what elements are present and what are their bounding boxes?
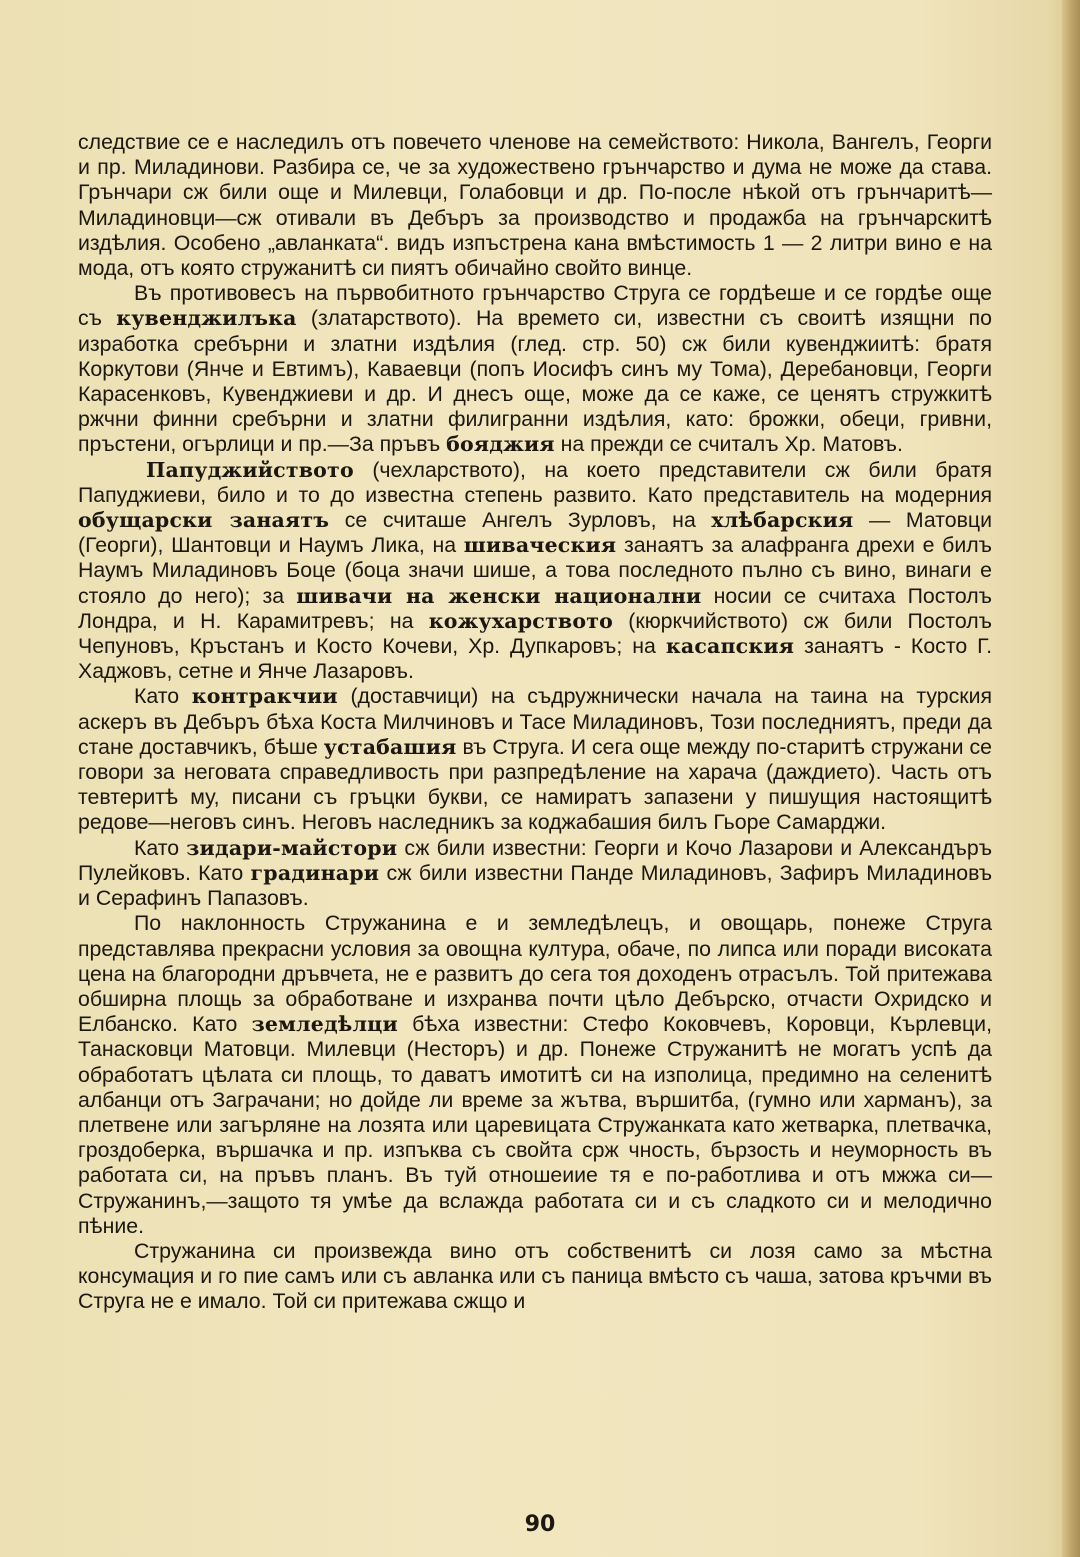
bold-term: шивачи на женски национални — [296, 583, 702, 608]
paragraph-2 — [78, 281, 992, 457]
text-run: Като — [134, 835, 187, 860]
text-run: въ Струга. И сега още между по-старитѣ стружани се говори за неговата справедливость при разпредѣление на харача (даждието). Часть отъ тевтеритѣ му, писани съ гръцки букви, се намиратъ запазени у пишущия настоящитѣ редове—неговъ синъ. Неговъ наследникъ за коджабашия билъ Гьоре Самарджи. — [78, 734, 993, 835]
text-run: Като — [134, 684, 192, 709]
bold-term: устабашия — [323, 734, 457, 759]
text-run: следствие се е наследилъ отъ повечето членове на семейството: Никола, Вангелъ, Георги и пр. Миладинови. Разбира се, че за художествено грънчарство и дума не може да става. Грънчари сж били още и Милевци, Голабовци и др. По-после нѣкой отъ грънчаритѣ—Миладиновци—сж отивали въ Дебъръ за производство и продажба на грънчарскитѣ издѣлия. Особено „авланката“. видъ изпъстрена кана вмѣстимость 1 — 2 литри вино е на мода, отъ която стружанитѣ си пиятъ обичайно свойто винце. — [78, 130, 992, 281]
text-run: се считаше Ангелъ Зурловъ, на — [329, 508, 712, 533]
bold-term: обущарски занаятъ — [78, 508, 330, 533]
text-run: (доставчици) на съдружнически начала на таина на турския аскеръ въ Дебъръ бѣха Коста Милчиновъ и Тасе Миладиновъ, Този последниятъ, преди да стане доставчикъ, бѣше — [78, 684, 992, 759]
paragraph-1 — [78, 130, 992, 281]
text-run: сж били известни Панде Миладиновъ, Зафиръ Миладиновъ и Серафинъ Папазовъ. — [78, 860, 993, 911]
paragraph-7 — [78, 1239, 992, 1315]
text-run: — Матовци (Георги), Шантовци и Наумъ Лика, на — [78, 508, 992, 558]
text-run: (златарството). На времето си, известни съ своитѣ изящни по изработка сребърни и златни издѣлия (глед. стр. 50) сж били кувенджиитѣ: братя Коркутови (Янче и Евтимъ), Каваевци (попъ Иосифъ синъ му Тома), Деребановци, Георги Карасенковъ, Кувенджиеви и др. И днесъ още, може да се каже, се ценятъ стружкитѣ ржчни финни сребърни и златни филигранни издѣлия, като: брожки, обеци, гривни, пръстени, огърлици и пр.—За пръвъ — [78, 306, 992, 457]
bold-term: касапския — [665, 634, 795, 659]
text-run: По наклонность Стружанина е и земледѣлецъ, и овощарь, понеже Струга представлява прекрасни условия за овощна култура, обаче, по липса или поради високата цена на благородни дръвчета, не е развитъ до сега тоя доходенъ отрасълъ. Той притежава обширна площь за обработване и изхранва почти цѣло Дебърско, отчасти Охридско и Елбанско. Като — [78, 911, 992, 1037]
text-run: Стружанина си произвежда вино отъ собственитѣ си лозя само за мѣстна консумация и го пие самъ или съ авланка или съ паница вмѣсто съ чаша, затова кръчми въ Струга не е имало. Той си притежава сжщо и — [78, 1238, 992, 1314]
paragraph-3 — [78, 458, 992, 685]
paragraph-6 — [78, 911, 992, 1239]
paragraph-5 — [78, 836, 992, 912]
text-run: бѣха известни: Стефо Коковчевъ, Коровци, Кърлевци, Танасковци Матовци. Милевци (Несторъ) и др. Понеже Стружанитѣ не могатъ успѣ да обработатъ цѣлата си площь, то даватъ имотитѣ си на изполица, предимно на селенитѣ албанци отъ Заграчани; но дойде ли време за жътва, вършитба, (гумно или харманъ), за плетвене или загърляне на лозята или царевицата Стружанката като жетварка, плетвачка, гроздоберка, вършачка и пр. изпъква съ свойта срж чность, бързость и неуморность въ работата си, на пръвъ планъ. Въ туй отношеиие тя е по-работлива и отъ мжжа си—Стружанинъ,—защото тя умѣе да вслажда работата си и съ сладкото си и мелодично пѣние. — [78, 1012, 992, 1238]
bold-term: хлѣбарския — [711, 508, 854, 533]
text-run: сж били известни: Георги и Кочо Лазарови и Александъръ Пулейковъ. Като — [78, 835, 993, 885]
text-run: занаятъ за алафранга дрехи е билъ Наумъ Миладиновъ Боце (боца значи шише, а това последното пълно съ вино, винаги е стояло до него); за — [78, 533, 992, 608]
text-run: на прежди се считалъ Хр. Матовъ. — [554, 432, 903, 457]
bold-term: земледѣлци — [251, 1012, 398, 1037]
page-number: 90 — [524, 1512, 556, 1537]
book-spine-edge — [1062, 0, 1080, 1557]
bold-term: контракчии — [191, 684, 338, 709]
bold-term: кувенджилъка — [116, 306, 297, 331]
text-run: (кюркчийството) сж били Постолъ Чепуновъ, Кръстанъ и Косто Кочеви, Хр. Дупкаровъ; на — [78, 608, 992, 659]
paragraph-4 — [78, 684, 992, 835]
bold-term: шивaческия — [463, 533, 617, 558]
text-run: Въ противовесъ на първобитното грънчарство Струга се гордѣеше и се гордѣе още съ — [78, 281, 992, 331]
bold-term: кожухарството — [428, 608, 613, 633]
bold-term: градинари — [250, 860, 380, 885]
body-text — [78, 130, 992, 1315]
text-run: занаятъ - Косто Г. Хаджовъ, сетне и Янче Лазаровъ. — [78, 634, 992, 684]
bold-term: зидари-майстори — [186, 835, 398, 860]
text-run: носии се считаха Постолъ Лондра, и Н. Карамитревъ; на — [78, 583, 992, 633]
text-run: (чехларството), на което представители сж били братя Папуджиеви, било и то до известна степень развито. Като представитель на модерния — [78, 457, 992, 507]
bold-term: бояджия — [446, 432, 555, 457]
bold-term: Папуджийството — [146, 457, 354, 482]
